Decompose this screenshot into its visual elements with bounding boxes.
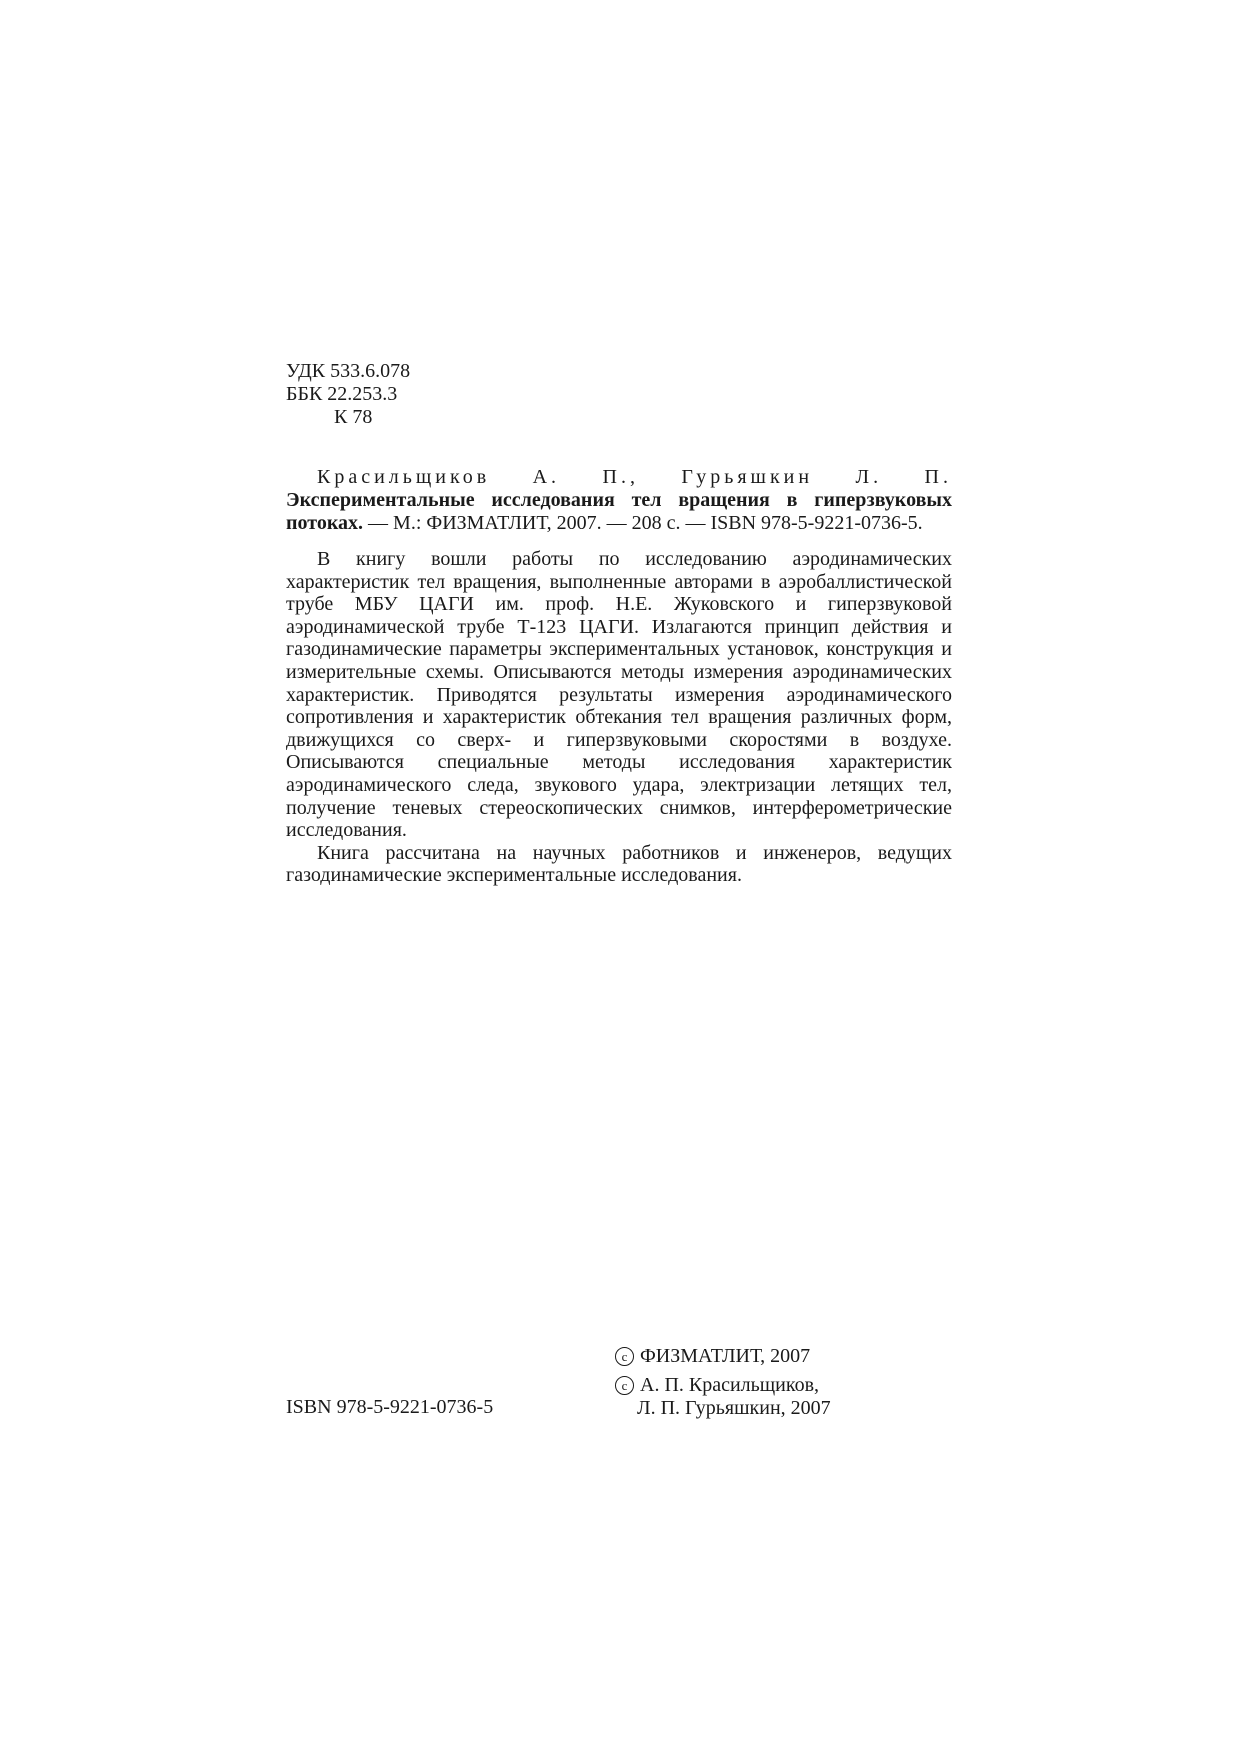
copyright-icon: c bbox=[615, 1376, 634, 1395]
annotation-paragraph: В книгу вошли работы по исследованию аэродинамических характеристик тел вращения, выполненные авторами в аэробаллистической трубе МБУ ЦАГИ им. проф. Н.Е. Жуковского и гиперзвуковой аэродинамической трубе Т-123 ЦАГИ. Излагаются принцип действия и газодинамические параметры экспериментальных установок, конструкция и измерительные схемы. Описываются методы измерения аэродинамических характеристик. Приводятся результаты измерения аэродинамического сопротивления и характеристик обтекания тел вращения различных форм, движущихся со сверх- и гиперзвуковыми скоростями в воздухе. Описываются специальные методы исследования характеристик аэродинамического следа, звукового удара, электризации летящих тел, получение теневых стереоскопических снимков, интерферометрические исследования. bbox=[286, 548, 952, 842]
biblio-imprint: — М.: ФИЗМАТЛИТ, 2007. — 208 с. — ISBN 978-5-9221-0736-5. bbox=[368, 512, 923, 534]
copyright-authors-line1: А. П. Красильщиков, bbox=[640, 1374, 820, 1396]
bbk-code: ББК 22.253.3 bbox=[286, 383, 398, 405]
copyright-icon: c bbox=[615, 1347, 634, 1366]
copyright-authors-line2: Л. П. Гурьяшкин, 2007 bbox=[637, 1397, 831, 1419]
copyright-publisher: ФИЗМАТЛИТ, 2007 bbox=[640, 1345, 811, 1367]
annotation-paragraph: Книга рассчитана на научных работников и инженеров, ведущих газодинамические экспериментальные исследования. bbox=[286, 841, 952, 887]
annotation bbox=[286, 548, 952, 887]
copyright-block bbox=[615, 1345, 831, 1420]
udk-code: УДК 533.6.078 bbox=[286, 360, 411, 382]
copyright-authors-row bbox=[615, 1374, 831, 1397]
biblio-authors: Красильщиков А. П., Гурьяшкин Л. П. bbox=[317, 466, 952, 488]
copyright-publisher-row bbox=[615, 1345, 831, 1368]
bibliographic-record bbox=[286, 466, 952, 535]
isbn: ISBN 978-5-9221-0736-5 bbox=[286, 1396, 494, 1418]
biblio-title: Экспериментальные исследования тел вращения в гиперзвуковых потоках. bbox=[286, 489, 952, 534]
classification-block bbox=[286, 360, 410, 429]
author-sign: К 78 bbox=[334, 406, 373, 428]
